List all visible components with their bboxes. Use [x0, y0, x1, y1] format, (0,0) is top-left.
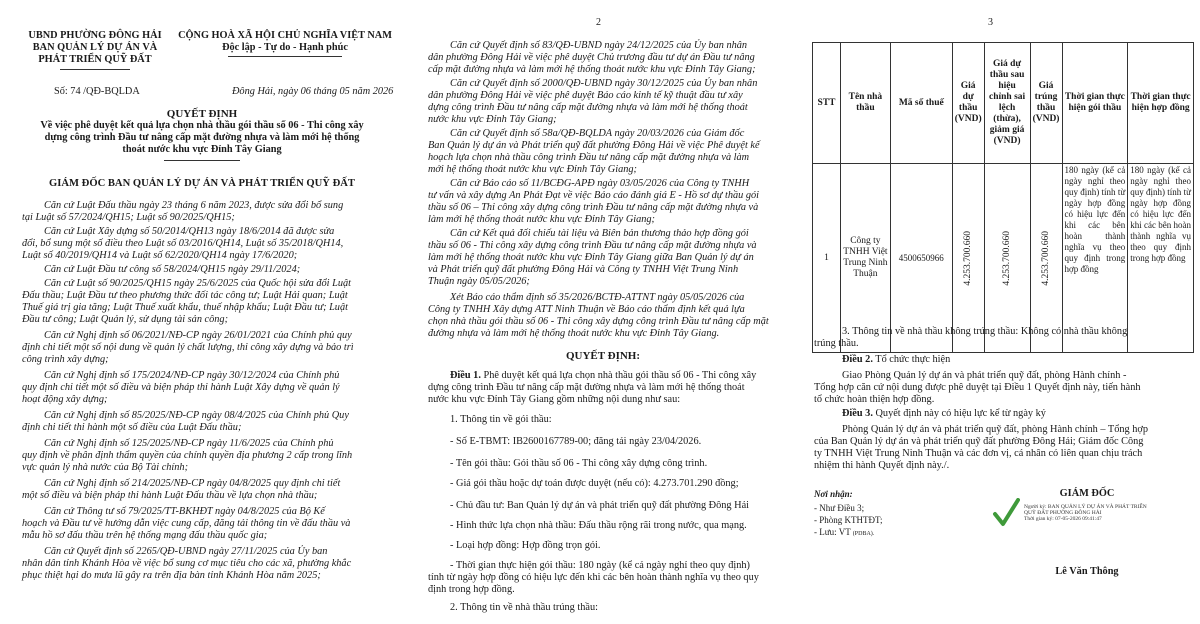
legal-basis-line: Đấu thầu; Luật Đầu tư theo phương thức đối tác công tư; Luật Hải quan; Luật — [22, 290, 348, 301]
table-header: Tên nhà thầu — [840, 43, 890, 164]
legal-basis-line: hoạch lựa chọn nhà thầu công trình Đầu tư nâng cấp mặt đường nhựa và làm — [428, 152, 750, 163]
article-1-label: Điều 1. — [450, 370, 481, 381]
subject-line-2: dựng công trình Đầu tư nâng cấp mặt đường nhựa và làm mới hệ thống — [44, 132, 360, 143]
legal-basis-line: Căn cứ Luật số 90/2025/QH15 ngày 25/6/2025 của Quốc hội sửa đổi Luật — [44, 278, 351, 289]
org-underline — [60, 69, 130, 70]
legal-basis-line: Căn cứ Quyết định số 83/QĐ-UBND ngày 24/12/2025 của Ủy ban nhân — [450, 40, 748, 51]
cell-bid-price: 4.253.700.660 — [962, 230, 973, 286]
cell-package-time: 180 ngày (kể cả ngày nghỉ theo quy định) tính từ ngày hợp đồng có hiệu lực đến khi các bên hoàn thành nghĩa vụ theo quy định trong hợp đồng — [1062, 164, 1128, 353]
recipient-item: - Như Điều 3; — [814, 503, 865, 513]
recipient-item-text: - Lưu: VT — [814, 527, 851, 537]
item-3-line-2: trúng thầu. — [814, 338, 859, 349]
table-header: STT — [813, 43, 841, 164]
legal-basis-line: Thuế giá trị gia tăng; Luật Thuế xuất khẩu, thuế nhập khẩu; Luật Đầu tư; Luật — [22, 302, 348, 313]
legal-basis-line: Xét Báo cáo thẩm định số 35/2026/BCTĐ-ATTNT ngày 05/05/2026 của — [450, 292, 745, 303]
article-3-heading — [842, 408, 1046, 420]
legal-basis-line: hoạt động xây dựng; — [22, 394, 108, 405]
table-header: Mã số thuế — [890, 43, 952, 164]
org-name-line-1: UBND PHƯỜNG ĐÔNG HẢI — [28, 30, 162, 41]
legal-basis-line: nhân dân tỉnh Khánh Hòa về việc bổ sung cơ mục tiêu cho các xã, phường khắc — [22, 558, 352, 569]
cell-tax-code: 4500650966 — [890, 164, 952, 353]
legal-basis-line: Căn cứ Quyết định số 2000/QĐ-UBND ngày 30/12/2025 của Ủy ban nhân — [450, 78, 758, 89]
article-3-title: Quyết định này có hiệu lực kể từ ngày ký — [872, 408, 1046, 419]
legal-basis-line: làm mới hệ thống thoát nước khu vực Đỉnh Tây Giang giữa Ban Quản lý dự án — [428, 252, 754, 263]
page-number: 2 — [596, 17, 601, 28]
legal-basis-line: Căn cứ Thông tư số 79/2025/TT-BKHĐT ngày 04/8/2025 của Bộ Kế — [44, 506, 325, 517]
legal-basis-line: đổi, bổ sung một số điều theo Luật số 03/2016/QH14, Luật số 35/2018/QH14, — [22, 238, 344, 249]
cell-bid-price-wrap — [952, 164, 984, 353]
recipient-item: - Phòng KTHTĐT; — [814, 515, 883, 525]
legal-basis-line: mới hệ thống thoát nước khu vực Đỉnh Tây Giang; — [428, 164, 637, 175]
item-line: - Thời gian thực hiện gói thầu: 180 ngày (kể cả ngày nghỉ theo quy định) — [450, 560, 750, 571]
legal-basis-line: Căn cứ Luật Đấu thầu ngày 23 tháng 6 năm 2023, được sửa đổi bổ sung — [44, 200, 344, 211]
legal-basis-line: thầu số 06 – Thi công xây dựng công trình Đầu tư nâng cấp mặt đường nhựa và — [428, 202, 759, 213]
table-row — [813, 164, 1194, 353]
org-name-line-3: PHÁT TRIỂN QUỸ ĐẤT — [38, 54, 152, 65]
legal-basis-line: Căn cứ Nghị định số 85/2025/NĐ-CP ngày 08/4/2025 của Chính phủ Quy — [44, 410, 349, 421]
subject-line-3: thoát nước khu vực Đỉnh Tây Giang — [122, 144, 282, 155]
article-2-heading — [842, 354, 950, 366]
legal-basis-line: chọn nhà thầu gói thầu số 06 - Thi công xây dựng công trình Đầu tư nâng cấp mặt — [428, 316, 769, 327]
legal-basis-line: công trình xây dựng; — [22, 354, 109, 365]
article-1-line: nước khu vực Đỉnh Tây Giang gồm những nội dung như sau: — [428, 394, 681, 405]
item-line: - Số E-TBMT: IB2600167789-00; đăng tải ngày 23/04/2026. — [450, 436, 702, 447]
legal-basis-line: Căn cứ Quyết định số 2265/QĐ-UBND ngày 27/11/2025 của Ủy ban — [44, 546, 328, 557]
item-line: - Loại hợp đồng: Hợp đồng trọn gói. — [450, 540, 601, 551]
recipient-item — [814, 526, 874, 540]
table-header: Giá trúng thầu (VND) — [1030, 43, 1062, 164]
legal-basis-line: Thuận ngày 05/05/2026; — [428, 276, 530, 287]
legal-basis-line: Căn cứ Nghị định số 125/2025/NĐ-CP ngày 11/6/2025 của Chính phủ — [44, 438, 334, 449]
motto-underline — [228, 56, 342, 57]
legal-basis-line: tại Luật số 57/2024/QH15; Luật số 90/2025/QH15; — [22, 212, 235, 223]
page-2 — [404, 0, 802, 624]
page-3 — [802, 0, 1200, 624]
legal-basis-line: và Phát triển quỹ đất phường Đông Hải và Công ty TNHH Việt Trung Ninh — [428, 264, 739, 275]
place-date: Đông Hải, ngày 06 tháng 05 năm 2026 — [232, 86, 394, 97]
signer-title: GIÁM ĐỐC — [1059, 488, 1115, 499]
legal-basis-line: một số điều và biện pháp thi hành Luật Đấu thầu về lựa chọn nhà thầu; — [22, 490, 318, 501]
article-3-line: của Ban Quản lý dự án và phát triển quỹ đất phường Đông Hải; Giám đốc Công — [814, 436, 1144, 447]
legal-basis-line: dân phường Đông Hải về việc phê duyệt Báo cáo kinh tế kỹ thuật đầu tư xây — [428, 90, 743, 101]
legal-basis-line: Công ty TNHH Xây dựng ATT Ninh Thuận về Báo cáo thẩm định kết quả lựa — [428, 304, 745, 315]
signature-info-line: QUỸ ĐẤT PHƯỜNG ĐÔNG HẢI — [1024, 510, 1102, 516]
article-2-label: Điều 2. — [842, 354, 873, 365]
legal-basis-line: hoạch và Đầu tư về hướng dẫn việc cung cấp, đăng tải thông tin về đấu thầu và — [22, 518, 351, 529]
legal-basis-line: tư vấn và xây dựng An Phát Đạt về việc Báo cáo đánh giá E - Hồ sơ dự thầu gói — [428, 190, 759, 201]
winning-bidder-table — [812, 42, 1194, 353]
national-title: CỘNG HOÀ XÃ HỘI CHỦ NGHĨA VIỆT NAM — [178, 30, 392, 41]
article-2-line: tổ chức hoàn thiện hợp đồng. — [814, 394, 935, 405]
legal-basis-line: phục thiệt hại do mưa lũ gây ra trên địa bàn tỉnh Khánh Hòa năm 2025; — [22, 570, 321, 581]
article-1-line: dựng công trình Đầu tư nâng cấp mặt đường nhựa và làm mới hệ thống thoát — [428, 382, 745, 393]
legal-basis-line: Căn cứ Nghị định số 06/2021/NĐ-CP ngày 26/01/2021 của Chính phủ quy — [44, 330, 352, 341]
article-1-text: Phê duyệt kết quả lựa chọn nhà thầu gói thầu số 06 - Thi công xây — [480, 370, 757, 381]
recipients-title: Nơi nhận: — [814, 489, 853, 499]
legal-basis-line: thầu số 06 - Thi công xây dựng công trình Đầu tư nâng cấp mặt đường nhựa và — [428, 240, 757, 251]
legal-basis-line: định chi tiết một số nội dung về quản lý chất lượng, thi công xây dựng và bảo trì — [22, 342, 354, 353]
article-3-line: ty TNHH Việt Trung Ninh Thuận và các đơn vị, cá nhân có liên quan chịu trách — [814, 448, 1143, 459]
article-3-line: Phòng Quản lý dự án và phát triển quỹ đất, phòng Hành chính – Tổng hợp — [842, 424, 1148, 435]
decision-title: QUYẾT ĐỊNH — [166, 108, 238, 120]
cell-adjusted-price-wrap — [984, 164, 1030, 353]
legal-basis-line: Căn cứ Nghị định số 214/2025/NĐ-CP ngày 04/8/2025 quy định chi tiết — [44, 478, 341, 489]
article-3-label: Điều 3. — [842, 408, 873, 419]
legal-basis-line: Đầu tư công; Luật Quản lý, sử dụng tài sản công; — [22, 314, 229, 325]
national-motto: Độc lập - Tự do - Hạnh phúc — [222, 42, 348, 53]
item-line: - Giá gói thầu hoặc dự toán được duyệt (nếu có): 4.273.701.290 đồng; — [450, 478, 739, 489]
document-number: Số: 74 /QĐ-BQLDA — [54, 86, 140, 97]
legal-basis-line: Căn cứ Quyết định số 58a/QĐ-BQLDA ngày 20/03/2026 của Giám đốc — [450, 128, 745, 139]
legal-basis-line: nước khu vực Đỉnh Tây Giang; — [428, 114, 557, 125]
subject-line-1: Về việc phê duyệt kết quả lựa chọn nhà thầu gói thầu số 06 - Thi công xây — [40, 120, 364, 131]
signer-name: Lê Văn Thông — [1055, 566, 1119, 577]
legal-basis-line: mẫu hồ sơ đấu thầu trên hệ thống mạng đấu thầu quốc gia; — [22, 530, 268, 541]
org-name-line-2: BAN QUẢN LÝ DỰ ÁN VÀ — [32, 42, 158, 53]
cell-stt: 1 — [813, 164, 841, 353]
legal-basis-line: Căn cứ Nghị định số 175/2024/NĐ-CP ngày 30/12/2024 của Chính phủ — [44, 370, 340, 381]
table-header: Giá dự thầu (VND) — [952, 43, 984, 164]
legal-basis-line: Căn cứ Luật Xây dựng số 50/2014/QH13 ngày 18/6/2014 đã được sửa — [44, 226, 335, 237]
item-line: định trong hợp đồng. — [428, 584, 515, 595]
item-line: - Chủ đầu tư: Ban Quản lý dự án và phát triển quỹ đất phường Đông Hải — [450, 500, 750, 511]
legal-basis-line: cấp mặt đường nhựa và làm mới hệ thống thoát nước khu vực Đỉnh Tây Giang; — [428, 64, 756, 75]
cell-bidder-name: Công ty TNHH Việt Trung Ninh Thuận — [840, 164, 890, 353]
cell-award-price-wrap — [1030, 164, 1062, 353]
article-2-line: Tổng hợp căn cứ nội dung được phê duyệt tại Điều 1 Quyết định này, tiến hành — [814, 382, 1141, 393]
page-number: 3 — [988, 17, 993, 28]
article-1-line-1 — [450, 370, 756, 382]
legal-basis-line: Luật số 40/2019/QH14 và Luật số 62/2020/QH14 ngày 17/6/2020; — [22, 250, 298, 261]
table-header-row — [813, 43, 1194, 164]
article-3-line: nhiệm thi hành Quyết định này./. — [814, 460, 950, 471]
item-3-line-1: 3. Thông tin về nhà thầu không trúng thầu: Không có nhà thầu không — [842, 326, 1128, 337]
decides-heading: QUYẾT ĐỊNH: — [565, 350, 641, 362]
item-line: tính từ ngày hợp đồng có hiệu lực đến khi các bên hoàn thành nghĩa vụ theo quy — [428, 572, 759, 583]
legal-basis-line: đường nhựa và làm mới hệ thống thoát nước khu vực Đỉnh Tây Giang. — [428, 328, 720, 339]
legal-basis-line: quy định về phân định thẩm quyền của chính quyền địa phương 2 cấp trong lĩnh — [22, 450, 353, 461]
legal-basis-line: Căn cứ Kết quả đối chiếu tài liệu và Biên bản thương thảo hợp đồng gói — [450, 228, 749, 239]
table-header: Thời gian thực hiện hợp đồng — [1128, 43, 1194, 164]
legal-basis-line: dân phường Đông Hải về việc phê duyệt Chủ trương đầu tư dự án Đầu tư nâng — [428, 52, 755, 63]
page-1 — [0, 0, 404, 624]
legal-basis-line: quy định chi tiết một số điều và biện pháp thi hành Luật Xây dựng về quản lý — [22, 382, 340, 393]
legal-basis-line: làm mới hệ thống thoát nước khu vực Đỉnh Tây Giang; — [428, 214, 655, 225]
digital-signature-check-icon — [992, 498, 1020, 528]
item-line: - Hình thức lựa chọn nhà thầu: Đấu thầu rộng rãi trong nước, qua mạng. — [450, 520, 747, 531]
item-line: - Tên gói thầu: Gói thầu số 06 - Thi công xây dựng công trình. — [450, 458, 708, 469]
legal-basis-line: Căn cứ Luật Đầu tư công số 58/2024/QH15 ngày 29/11/2024; — [44, 264, 301, 275]
legal-basis-line: dựng công trình Đầu tư nâng cấp mặt đường nhựa và làm mới hệ thống thoát — [428, 102, 748, 113]
legal-basis-line: Căn cứ Báo cáo số 11/BCĐG-APĐ ngày 03/05/2026 của Công ty TNHH — [450, 178, 750, 189]
article-2-line: Giao Phòng Quản lý dự án và phát triển quỹ đất, phòng Hành chính - — [842, 370, 1127, 381]
article-2-title: Tổ chức thực hiện — [872, 354, 951, 365]
subject-underline — [164, 160, 240, 161]
table-header: Thời gian thực hiện gói thầu — [1062, 43, 1128, 164]
recipient-note: (PDBA). — [852, 531, 875, 537]
legal-basis-line: Ban Quản lý dự án và Phát triển quỹ đất phường Đông Hải về việc Phê duyệt kế — [428, 140, 760, 151]
legal-basis-line: định chi tiết thi hành một số điều của Luật Đấu thầu; — [22, 422, 242, 433]
cell-contract-time: 180 ngày (kể cả ngày nghỉ theo quy định) tính từ ngày hợp đồng có hiệu lực đến khi các bên hoàn thành nghĩa vụ theo quy định trong hợp đồng — [1128, 164, 1194, 353]
item-line: 2. Thông tin về nhà thầu trúng thầu: — [450, 602, 598, 613]
issuing-authority: GIÁM ĐỐC BAN QUẢN LÝ DỰ ÁN VÀ PHÁT TRIỂN QUỸ ĐẤT — [49, 178, 355, 189]
cell-adjusted-price: 4.253.700.660 — [1001, 230, 1012, 286]
signature-info-line: Người ký: BAN QUẢN LÝ DỰ ÁN VÀ PHÁT TRIỂN — [1024, 504, 1147, 510]
legal-basis-line: vực quản lý nhà nước của Bộ Tài chính; — [22, 462, 188, 473]
cell-award-price: 4.253.700.660 — [1040, 230, 1051, 286]
table-header: Giá dự thầu sau hiệu chỉnh sai lệch (thừa), giảm giá (VND) — [984, 43, 1030, 164]
item-line: 1. Thông tin về gói thầu: — [450, 414, 552, 425]
signature-info-line: Thời gian ký: 07-05-2026 09:41:47 — [1024, 516, 1102, 522]
